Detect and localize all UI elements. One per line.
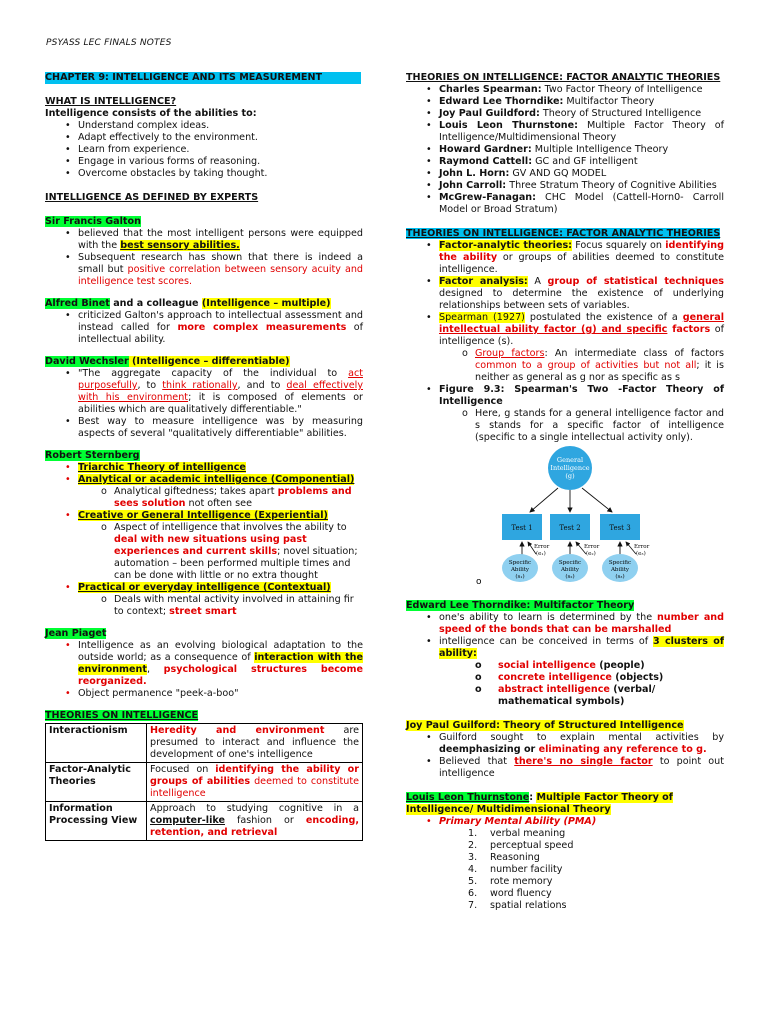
list-item: 2. perceptual speed bbox=[468, 840, 574, 851]
binet-list bbox=[45, 310, 363, 346]
list-item: • Spearman (1927) postulated the existence of a general intellectual ability factor (g) and specific factors of intelligence (s). o Group factors: An intermediate class of factors common to a group of activities but not all; it is neither as general as g nor as specific as s bbox=[406, 312, 724, 384]
what-is-heading: WHAT IS INTELLIGENCE? bbox=[45, 96, 177, 107]
highlight: best sensory abilities. bbox=[120, 240, 240, 251]
list-item: • Subsequent research has shown that there is indeed a small but positive correlation between sensory acuity and intelligence test scores. bbox=[45, 252, 363, 288]
list-item: 4. number facility bbox=[468, 864, 563, 875]
list-item: • Engage in various forms of reasoning. bbox=[45, 156, 363, 168]
table-cell: Information Processing View bbox=[46, 802, 147, 841]
list-item: • one's ability to learn is determined by the number and speed of the bonds that can be marshalled bbox=[406, 612, 724, 636]
list-item: • Triarchic Theory of intelligence bbox=[45, 462, 363, 474]
table-row bbox=[46, 763, 363, 802]
list-item: • intelligence can be conceived in terms of 3 clusters of ability: bbox=[406, 636, 724, 660]
list-item: • Raymond Cattell: GC and GF intelligent bbox=[406, 156, 724, 168]
thorndike-list bbox=[406, 612, 724, 660]
list-item: o abstract intelligence (verbal/ mathematical symbols) bbox=[406, 684, 724, 708]
consists-heading: Intelligence consists of the abilities to: bbox=[45, 108, 257, 119]
pma-numbered-list bbox=[406, 828, 724, 912]
thorndike-title: Edward Lee Thorndike: Multifactor Theory bbox=[406, 600, 635, 611]
theorists-list bbox=[406, 84, 724, 216]
list-item: • Factor-analytic theories: Focus squarely on identifying the ability or groups of abilities deemed to constitute intelligence. bbox=[406, 240, 724, 276]
spearman-diagram bbox=[446, 444, 650, 594]
table-cell: Focused on identifying the ability or groups of abilities deemed to constitute intelligence bbox=[147, 763, 363, 802]
list-item: • Howard Gardner: Multiple Intelligence Theory bbox=[406, 144, 724, 156]
table-cell: Heredity and environment are presumed to interact and influence the development of one's intelligence bbox=[147, 724, 363, 763]
piaget-name: Jean Piaget bbox=[45, 628, 107, 639]
svg-text:Error: Error bbox=[584, 544, 600, 550]
right-column bbox=[406, 72, 724, 912]
list-item: • John L. Horn: GV AND GQ MODEL bbox=[406, 168, 724, 180]
piaget-list bbox=[45, 640, 363, 700]
svg-text:Test 2: Test 2 bbox=[559, 524, 581, 532]
clusters-list bbox=[406, 660, 724, 708]
pma-list bbox=[406, 816, 724, 828]
svg-text:Ability: Ability bbox=[610, 567, 630, 573]
list-item: 3. Reasoning bbox=[468, 852, 540, 863]
list-item: • "The aggregate capacity of the individual to act purposefully, to think rationally, and to deal effectively with his environment; it is composed of elements or abilities which are qualitatively differentiable." bbox=[45, 368, 363, 416]
list-item: • Guilford sought to explain mental activities by deemphasizing or eliminating any reference to g. bbox=[406, 732, 724, 756]
table-row bbox=[46, 802, 363, 841]
fat-list bbox=[406, 240, 724, 444]
list-item: 1. verbal meaning bbox=[468, 828, 566, 839]
list-item: • Practical or everyday intelligence (Contextual) o Deals with mental activity involved in attaining fir to context; street smart bbox=[45, 582, 363, 618]
list-item: • John Carroll: Three Stratum Theory of Cognitive Abilities bbox=[406, 180, 724, 192]
galton-name: Sir Francis Galton bbox=[45, 216, 141, 227]
svg-text:(s₁): (s₁) bbox=[515, 574, 525, 580]
left-column bbox=[45, 72, 363, 841]
sub-item: o Group factors: An intermediate class of factors common to a group of activities but not all; it is neither as general as g nor as specific as s bbox=[406, 348, 724, 384]
list-item: • Best way to measure intelligence was by measuring aspects of several "qualitatively differentiable" abilities. bbox=[45, 416, 363, 440]
list-item: • Overcome obstacles by taking thought. bbox=[45, 168, 363, 180]
list-item: o social intelligence (people) bbox=[406, 660, 724, 672]
table-cell: Approach to studying cognitive in a computer-like fashion or encoding, retention, and retrieval bbox=[147, 802, 363, 841]
list-item: • Understand complex ideas. bbox=[45, 120, 363, 132]
svg-text:Intelligence: Intelligence bbox=[550, 464, 590, 472]
list-item: • Object permanence "peek-a-boo" bbox=[45, 688, 363, 700]
svg-text:Test 1: Test 1 bbox=[511, 524, 533, 532]
sternberg-name: Robert Sternberg bbox=[45, 450, 140, 461]
list-item: o concrete intelligence (objects) bbox=[406, 672, 724, 684]
sternberg-list bbox=[45, 462, 363, 618]
fa-title: THEORIES ON INTELLIGENCE: FACTOR ANALYTIC THEORIES bbox=[406, 72, 721, 83]
list-item: 5. rote memory bbox=[468, 876, 553, 887]
svg-text:(g): (g) bbox=[565, 472, 575, 480]
sub-item: o Here, g stands for a general intelligence factor and s stands for a specific factor of intelligence (specific to a single intellectual activity only). bbox=[406, 408, 724, 444]
sub-item: o Aspect of intelligence that involves the ability to deal with new situations using past experiences and current skills; novel situation; automation – been performed multiple times and can be done with little or no extra thought bbox=[45, 522, 363, 582]
svg-text:(e₂): (e₂) bbox=[586, 551, 596, 557]
guilford-title: Joy Paul Guilford: Theory of Structured Intelligence bbox=[406, 720, 684, 731]
list-item: • Figure 9.3: Spearman's Two -Factor Theory of Intelligence o Here, g stands for a general intelligence factor and s stands for a specific factor of intelligence (specific to a single intellectual activity only). bbox=[406, 384, 724, 444]
list-item: 7. spatial relations bbox=[468, 900, 567, 911]
theories-heading: THEORIES ON INTELLIGENCE bbox=[45, 710, 199, 721]
experts-heading: INTELLIGENCE AS DEFINED BY EXPERTS bbox=[45, 192, 259, 203]
chapter-title: CHAPTER 9: INTELLIGENCE AND ITS MEASUREMENT bbox=[45, 72, 361, 84]
list-item: • Factor analysis: A group of statistical techniques designed to determine the existence of underlying relationships between sets of variables. bbox=[406, 276, 724, 312]
list-item: • Louis Leon Thurnstone: Multiple Factor Theory of Intelligence/Multidimensional Theory bbox=[406, 120, 724, 144]
sub-item: o Analytical giftedness; takes apart problems and sees solution not often see bbox=[45, 486, 363, 510]
svg-text:Specific: Specific bbox=[608, 560, 632, 566]
page-header: PSYASS LEC FINALS NOTES bbox=[46, 38, 172, 48]
table-cell: Factor-Analytic Theories bbox=[46, 763, 147, 802]
list-item: • Joy Paul Guildford: Theory of Structured Intelligence bbox=[406, 108, 724, 120]
svg-text:o: o bbox=[476, 577, 482, 587]
svg-text:Error: Error bbox=[534, 544, 550, 550]
svg-text:(s₂): (s₂) bbox=[565, 574, 575, 580]
guilford-list bbox=[406, 732, 724, 780]
list-item: • Charles Spearman: Two Factor Theory of Intelligence bbox=[406, 84, 724, 96]
list-item: • believed that the most intelligent persons were equipped with the best sensory abilities. bbox=[45, 228, 363, 252]
svg-text:Error: Error bbox=[634, 544, 650, 550]
wechsler-list bbox=[45, 368, 363, 440]
svg-text:(e₁): (e₁) bbox=[536, 551, 546, 557]
svg-text:Ability: Ability bbox=[560, 567, 580, 573]
svg-text:(s₃): (s₃) bbox=[615, 574, 625, 580]
table-row bbox=[46, 724, 363, 763]
galton-list bbox=[45, 228, 363, 288]
fa-title-2: THEORIES ON INTELLIGENCE: FACTOR ANALYTIC THEORIES bbox=[406, 228, 721, 239]
list-item: • Learn from experience. bbox=[45, 144, 363, 156]
svg-text:Ability: Ability bbox=[510, 567, 530, 573]
list-item: • McGrew-Fanagan: CHC Model (Cattell-Horn0- Carroll Model or Broad Stratum) bbox=[406, 192, 724, 216]
binet-heading: Alfred Binet and a colleague (Intelligence – multiple) bbox=[45, 298, 331, 309]
list-item: • Believed that there's no single factor to point out intelligence bbox=[406, 756, 724, 780]
theories-table bbox=[45, 723, 363, 841]
table-cell: Interactionism bbox=[46, 724, 147, 763]
thurnstone-heading: Louis Leon Thurnstone: Multiple Factor Theory of Intelligence/ Multidimensional Theory bbox=[406, 792, 673, 815]
list-item: • Primary Mental Ability (PMA) bbox=[406, 816, 724, 828]
list-item: • Analytical or academic intelligence (Componential) o Analytical giftedness; takes apart problems and sees solution not often see bbox=[45, 474, 363, 510]
list-item: • criticized Galton's approach to intellectual assessment and instead called for more complex measurements of intellectual ability. bbox=[45, 310, 363, 346]
svg-text:General: General bbox=[556, 456, 584, 464]
abilities-list bbox=[45, 120, 363, 180]
svg-text:Specific: Specific bbox=[558, 560, 582, 566]
svg-text:Test 3: Test 3 bbox=[609, 524, 631, 532]
svg-text:(e₃): (e₃) bbox=[636, 551, 646, 557]
list-item: • Creative or General Intelligence (Experiential) o Aspect of intelligence that involves the ability to deal with new situations using past experiences and current skills; novel situation; automation – been performed multiple times and can be done with little or no extra thought bbox=[45, 510, 363, 582]
wechsler-heading: David Wechsler (Intelligence – differentiable) bbox=[45, 356, 290, 367]
list-item: 6. word fluency bbox=[468, 888, 552, 899]
sub-item: o Deals with mental activity involved in attaining fir to context; street smart bbox=[45, 594, 363, 618]
list-item: • Intelligence as an evolving biological adaptation to the outside world; as a consequence of interaction with the environment, psychological structures become reorganized. bbox=[45, 640, 363, 688]
list-item: • Edward Lee Thorndike: Multifactor Theory bbox=[406, 96, 724, 108]
svg-text:Specific: Specific bbox=[508, 560, 532, 566]
list-item: • Adapt effectively to the environment. bbox=[45, 132, 363, 144]
